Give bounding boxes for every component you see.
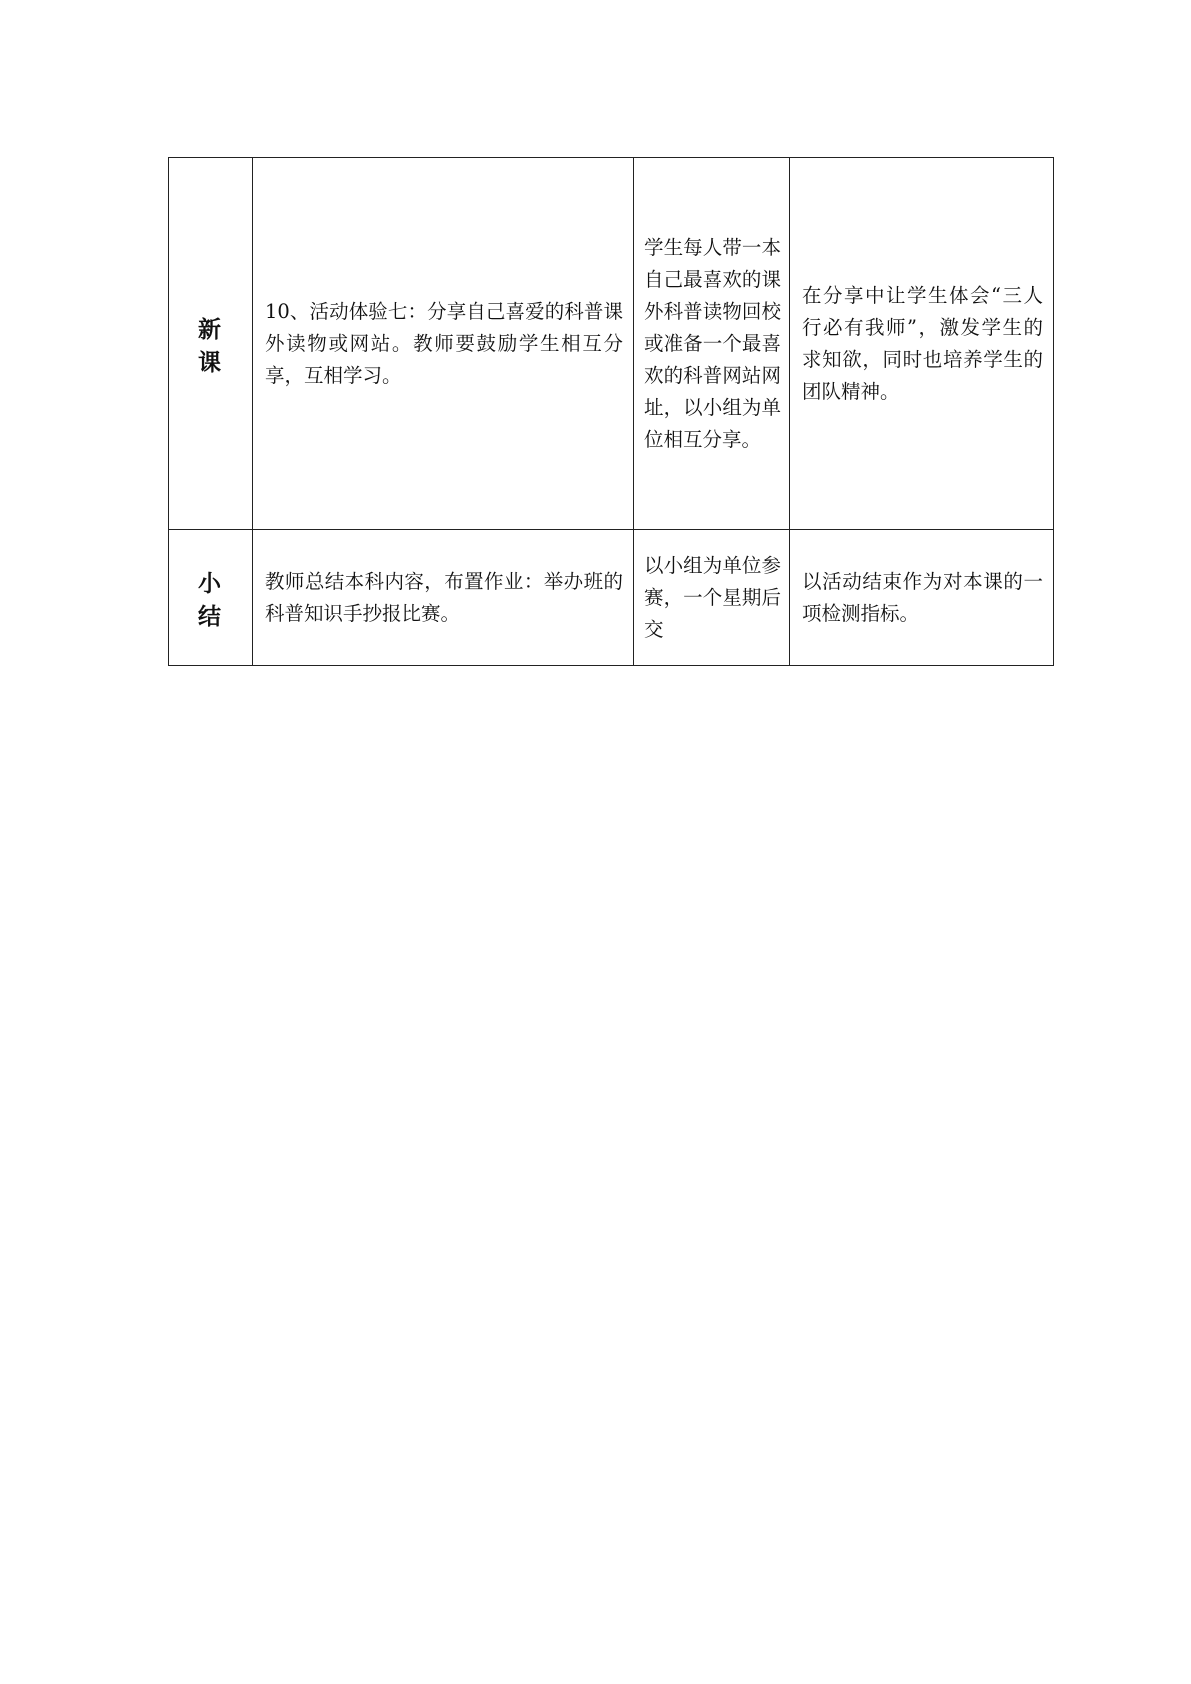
- design-intent-cell: [790, 530, 1054, 666]
- stage-label: 新 课: [198, 316, 231, 376]
- student-activity-cell: [634, 530, 790, 666]
- stage-cell-new-lesson: [169, 158, 253, 530]
- stage-cell-summary: [169, 530, 253, 666]
- teacher-activity-cell: [253, 158, 634, 530]
- table-row-summary: [169, 530, 1054, 666]
- teacher-activity-cell: [253, 530, 634, 666]
- design-intent-cell: [790, 158, 1054, 530]
- student-activity-text: 以小组为单位参赛，一个星期后交: [644, 553, 781, 641]
- design-intent-text: 在分享中让学生体会“三人行必有我师”，激发学生的求知欲，同时也培养学生的团队精神。: [802, 283, 1043, 403]
- stage-label: 小 结: [198, 570, 231, 630]
- student-activity-cell: [634, 158, 790, 530]
- design-intent-text: 以活动结束作为对本课的一项检测指标。: [802, 569, 1043, 625]
- lesson-plan-table: [168, 157, 1054, 666]
- teacher-activity-text: 教师总结本科内容，布置作业：举办班的科普知识手抄报比赛。: [265, 569, 623, 625]
- teacher-activity-text: 10、活动体验七：分享自己喜爱的科普课外读物或网站。教师要鼓励学生相互分享，互相学习。: [265, 299, 623, 387]
- student-activity-text: 学生每人带一本自己最喜欢的课外科普读物回校或准备一个最喜欢的科普网站网址，以小组为单位相互分享。: [644, 235, 781, 451]
- table-row-new-lesson: [169, 158, 1054, 530]
